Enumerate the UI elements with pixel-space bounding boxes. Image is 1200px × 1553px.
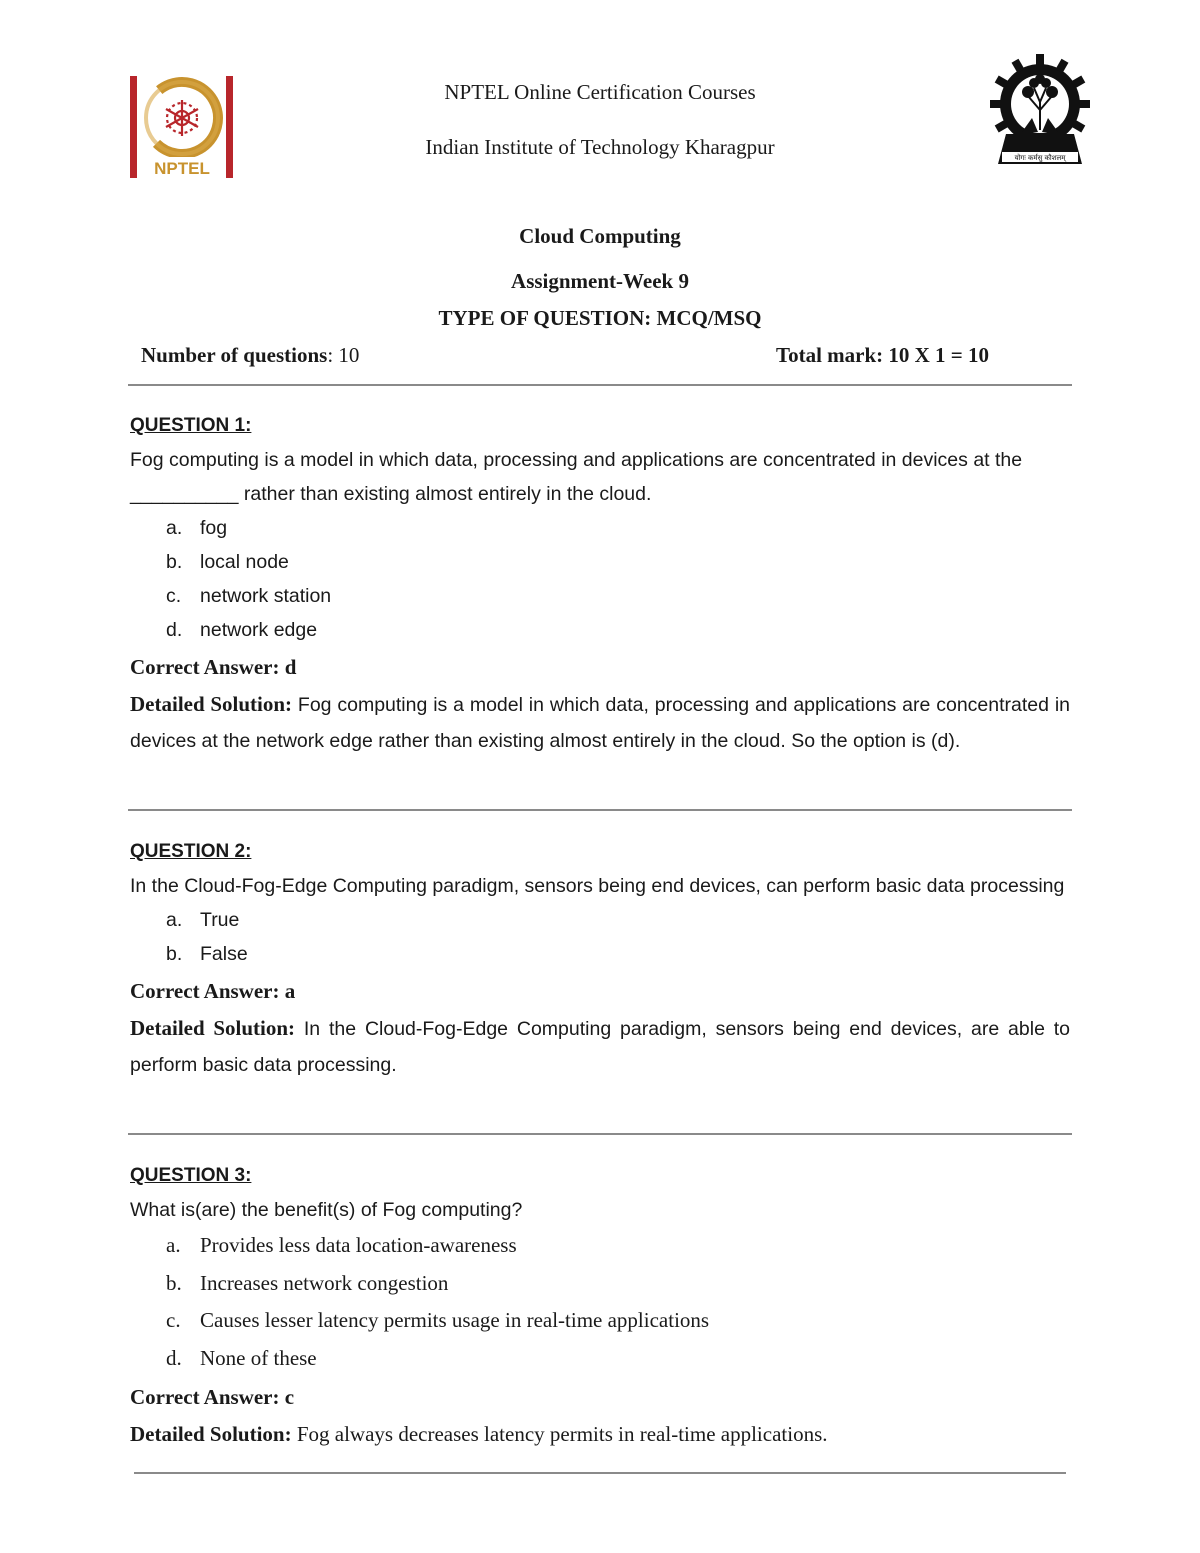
solution-label: Detailed Solution: <box>130 692 293 716</box>
option-letter: d. <box>166 619 183 641</box>
question-3-heading: QUESTION 3: <box>130 1165 252 1186</box>
divider <box>128 1133 1072 1135</box>
option-letter: b. <box>166 943 183 965</box>
question-1-answer: Correct Answer: d <box>130 655 297 679</box>
question-3-solution <box>130 1416 1070 1452</box>
option-text: Increases network congestion <box>200 1270 449 1295</box>
option-text: network station <box>200 585 332 607</box>
option-d <box>130 1340 1070 1378</box>
question-3-answer: Correct Answer: c <box>130 1385 295 1409</box>
question-1-solution <box>130 686 1070 759</box>
header-institution-line2: Indian Institute of Technology Kharagpur <box>425 135 775 159</box>
option-letter: b. <box>166 551 183 573</box>
question-1 <box>130 409 1070 759</box>
option-letter: c. <box>166 585 182 607</box>
option-a <box>130 1227 1070 1265</box>
option-text: None of these <box>200 1345 317 1370</box>
option-b <box>130 545 1070 579</box>
solution-label: Detailed Solution: <box>130 1422 292 1446</box>
question-3-text: What is(are) the benefit(s) of Fog computing? <box>130 1199 523 1221</box>
divider <box>128 809 1072 811</box>
question-2 <box>130 835 1070 1083</box>
divider <box>134 1472 1066 1474</box>
nptel-logo-text: NPTEL <box>154 159 210 178</box>
option-letter: a. <box>166 1233 181 1257</box>
question-2-text: In the Cloud-Fog-Edge Computing paradigm, sensors being end devices, can perform basic data processing <box>130 875 1065 897</box>
solution-text: Fog computing is a model in which data, processing and applications are concentrated in devices at the network edge rather than existing almost entirely in the cloud. So the option is (d). <box>130 694 1070 752</box>
solution-text: Fog always decreases latency permits in real-time applications. <box>296 1422 828 1446</box>
option-letter: a. <box>166 909 183 931</box>
question-1-heading: QUESTION 1: <box>130 415 252 436</box>
option-letter: d. <box>166 1345 182 1370</box>
option-text: local node <box>200 551 289 573</box>
option-letter: b. <box>166 1270 182 1295</box>
total-mark: Total mark: 10 X 1 = 10 <box>776 343 990 367</box>
option-a <box>130 511 1070 545</box>
option-text: True <box>200 909 240 931</box>
divider <box>128 384 1072 386</box>
option-text: fog <box>200 517 228 539</box>
number-of-questions-label: Number of questions <box>141 343 328 367</box>
solution-label: Detailed Solution: <box>130 1016 296 1040</box>
option-text: Provides less data location-awareness <box>200 1233 517 1257</box>
course-title: Cloud Computing <box>519 224 681 248</box>
option-letter: a. <box>166 517 183 539</box>
option-b <box>130 1265 1070 1303</box>
option-c <box>130 1302 1070 1340</box>
option-d <box>130 613 1070 647</box>
question-2-answer: Correct Answer: a <box>130 979 296 1003</box>
number-of-questions <box>141 343 359 368</box>
question-1-text: Fog computing is a model in which data, processing and applications are concentrated in devices at the __________ rather than existing almost entirely in the cloud. <box>130 449 1023 505</box>
question-2-solution <box>130 1010 1070 1083</box>
iit-logo-motto: योगः कर्मसु कौशलम् <box>1014 154 1066 162</box>
option-a <box>130 903 1070 937</box>
option-c <box>130 579 1070 613</box>
option-text: Causes lesser latency permits usage in real-time applications <box>200 1308 710 1332</box>
question-2-heading: QUESTION 2: <box>130 841 252 862</box>
option-letter: c. <box>166 1308 181 1332</box>
option-b <box>130 937 1070 971</box>
assignment-title: Assignment-Week 9 <box>511 269 689 293</box>
solution-text: In the Cloud-Fog-Edge Computing paradigm, sensors being end devices, are able to perform basic data processing. <box>130 1018 1071 1076</box>
question-type: TYPE OF QUESTION: MCQ/MSQ <box>438 306 762 330</box>
option-text: network edge <box>200 619 318 641</box>
option-text: False <box>200 943 248 965</box>
header-institution-line1: NPTEL Online Certification Courses <box>444 80 756 104</box>
number-of-questions-value: : 10 <box>327 343 360 367</box>
question-3 <box>130 1159 1070 1452</box>
